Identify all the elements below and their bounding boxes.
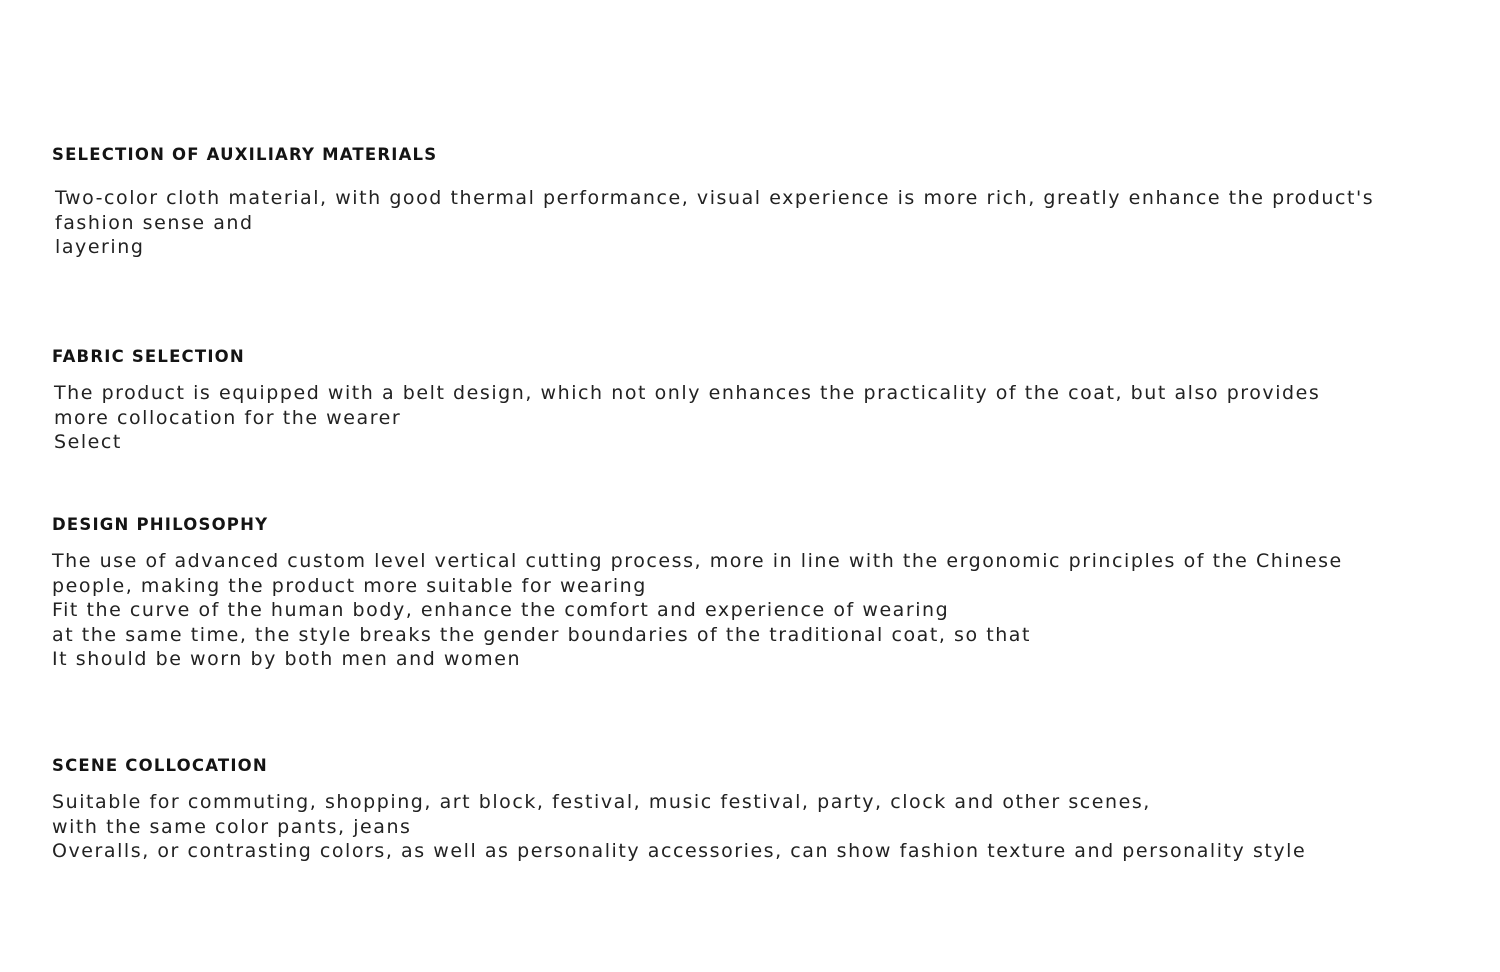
section-scene-collocation — [52, 756, 1392, 864]
section-fabric-selection — [52, 347, 1392, 455]
body-line: with the same color pants, jeans — [52, 815, 412, 838]
section-design-philosophy — [52, 515, 1392, 672]
body-line: The product is equipped with a belt design, which not only enhances the practicality of the coat, but also provides — [54, 382, 1321, 404]
body-line: The use of advanced custom level vertical cutting process, more in line with the ergonomic principles of the Chinese — [52, 550, 1343, 572]
section-heading: SELECTION OF AUXILIARY MATERIALS — [52, 145, 438, 164]
body-line: more collocation for the wearer — [54, 406, 402, 429]
section-heading: DESIGN PHILOSOPHY — [52, 515, 269, 534]
body-line: Fit the curve of the human body, enhance the comfort and experience of wearing — [52, 599, 950, 621]
body-line: Overalls, or contrasting colors, as well as personality accessories, can show fashion texture and personality style — [52, 840, 1307, 862]
body-line: Select — [54, 431, 122, 453]
section-auxiliary-materials — [52, 145, 1392, 260]
section-heading: SCENE COLLOCATION — [52, 756, 268, 775]
body-line: layering — [55, 236, 145, 258]
section-body — [52, 549, 1392, 672]
body-line: people, making the product more suitable for wearing — [52, 574, 647, 597]
section-body — [52, 186, 1392, 260]
body-line: Suitable for commuting, shopping, art block, festival, music festival, party, clock and other scenes, — [52, 791, 1151, 813]
body-line: Two-color cloth material, with good thermal performance, visual experience is more rich, greatly enhance the product's — [55, 187, 1375, 209]
body-line: at the same time, the style breaks the gender boundaries of the traditional coat, so that — [52, 623, 1032, 646]
body-line: fashion sense and — [55, 211, 254, 234]
section-heading: FABRIC SELECTION — [52, 347, 245, 366]
section-body — [52, 381, 1392, 455]
section-body — [52, 790, 1392, 864]
body-line: It should be worn by both men and women — [52, 648, 522, 670]
